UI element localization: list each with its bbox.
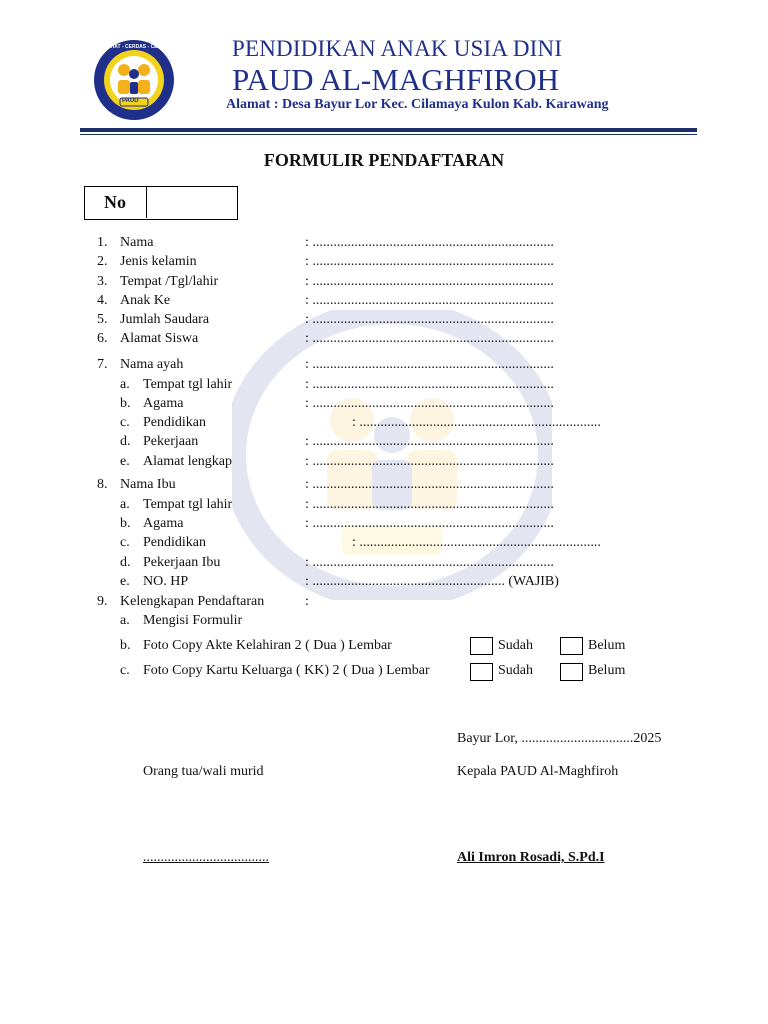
sub-letter: a. [120, 497, 130, 512]
field-dots[interactable]: : ..................................................................... [305, 331, 554, 346]
kk-sudah-checkbox[interactable] [470, 663, 493, 681]
kk-belum-label: Belum [588, 663, 626, 678]
field-num: 6. [97, 331, 108, 346]
akte-sudah-checkbox[interactable] [470, 637, 493, 655]
logo-label: PAUD [122, 98, 139, 104]
field-label-nama: Nama [120, 235, 154, 250]
field-label-kelengkapan: Kelengkapan Pendaftaran [120, 594, 265, 609]
header-address: Alamat : Desa Bayur Lor Kec. Cilamaya Kulon Kab. Karawang [226, 97, 609, 112]
paud-logo-icon [92, 38, 176, 122]
field-num: 2. [97, 254, 108, 269]
parent-signature-line[interactable]: .................................... [143, 850, 269, 865]
ayah-agama: Agama [143, 396, 184, 411]
field-dots[interactable]: : ..................................................................... [305, 497, 554, 512]
field-dots[interactable]: : ..................................................................... [352, 535, 601, 550]
header-divider-thick [80, 128, 697, 132]
field-dots[interactable]: : ..................................................................... [305, 235, 554, 250]
field-num: 1. [97, 235, 108, 250]
item-mengisi-formulir: Mengisi Formulir [143, 613, 243, 628]
kelengkapan-colon: : [305, 594, 309, 609]
header-divider-thin [80, 134, 697, 135]
place-date: Bayur Lor, ................................2025 [457, 731, 662, 746]
field-num: 3. [97, 274, 108, 289]
field-num: 8. [97, 477, 108, 492]
sub-letter: d. [120, 555, 131, 570]
field-dots[interactable]: : ..................................................................... [305, 555, 554, 570]
ibu-tempat-tgl-lahir: Tempat tgl lahir [143, 497, 233, 512]
field-dots[interactable]: : ..................................................................... [305, 396, 554, 411]
ayah-pekerjaan: Pekerjaan [143, 434, 199, 449]
ibu-agama: Agama [143, 516, 184, 531]
akte-belum-label: Belum [588, 638, 626, 653]
field-dots[interactable]: : ..................................................................... [305, 454, 554, 469]
sub-letter: b. [120, 516, 131, 531]
ayah-pendidikan: Pendidikan [143, 415, 206, 430]
field-label-nama-ibu: Nama Ibu [120, 477, 176, 492]
field-label-alamat-siswa: Alamat Siswa [120, 331, 199, 346]
sub-letter: a. [120, 613, 130, 628]
sub-letter: c. [120, 535, 130, 550]
ibu-pekerjaan: Pekerjaan Ibu [143, 555, 221, 570]
field-dots[interactable]: : ..................................................................... [305, 377, 554, 392]
sub-letter: a. [120, 377, 130, 392]
form-title: FORMULIR PENDAFTARAN [263, 150, 505, 170]
hp-dots[interactable]: : ....................................................... (WAJIB) [305, 574, 559, 589]
ibu-pendidikan: Pendidikan [143, 535, 206, 550]
logo-motto: SEHAT - CERDAS - CERIA [104, 44, 167, 50]
ayah-tempat-tgl-lahir: Tempat tgl lahir [143, 377, 233, 392]
field-dots[interactable]: : ..................................................................... [305, 274, 554, 289]
field-dots[interactable]: : ..................................................................... [305, 254, 554, 269]
field-dots[interactable]: : ..................................................................... [352, 415, 601, 430]
field-label-jumlah-saudara: Jumlah Saudara [120, 312, 210, 327]
sub-letter: c. [120, 663, 130, 678]
head-signature-title: Kepala PAUD Al-Maghfiroh [457, 764, 619, 779]
head-signature-name: Ali Imron Rosadi, S.Pd.I [457, 850, 605, 865]
field-num: 9. [97, 594, 108, 609]
header-school-name: PAUD AL-MAGHFIROH [232, 62, 559, 97]
sub-letter: e. [120, 454, 130, 469]
field-dots[interactable]: : ..................................................................... [305, 516, 554, 531]
field-label-anak-ke: Anak Ke [120, 293, 171, 308]
field-dots[interactable]: : ..................................................................... [305, 357, 554, 372]
kk-sudah-label: Sudah [498, 663, 533, 678]
field-num: 5. [97, 312, 108, 327]
field-dots[interactable]: : ..................................................................... [305, 477, 554, 492]
akte-belum-checkbox[interactable] [560, 637, 583, 655]
sub-letter: e. [120, 574, 130, 589]
field-dots[interactable]: : ..................................................................... [305, 434, 554, 449]
kk-belum-checkbox[interactable] [560, 663, 583, 681]
sub-letter: b. [120, 638, 131, 653]
ibu-no-hp: NO. HP [143, 574, 189, 589]
field-label-ttl: Tempat /Tgl/lahir [120, 274, 219, 289]
sub-letter: d. [120, 434, 131, 449]
field-label-jenis-kelamin: Jenis kelamin [120, 254, 197, 269]
sub-letter: c. [120, 415, 130, 430]
item-kartu-keluarga: Foto Copy Kartu Keluarga ( KK) 2 ( Dua ) Lembar [143, 663, 430, 678]
field-dots[interactable]: : ..................................................................... [305, 293, 554, 308]
sub-letter: b. [120, 396, 131, 411]
akte-sudah-label: Sudah [498, 638, 533, 653]
parent-signature-title: Orang tua/wali murid [143, 764, 264, 779]
number-label: No [84, 186, 147, 218]
field-label-nama-ayah: Nama ayah [120, 357, 184, 372]
field-num: 7. [97, 357, 108, 372]
field-num: 4. [97, 293, 108, 308]
header-school-type: PENDIDIKAN ANAK USIA DINI [232, 36, 563, 61]
item-akte-kelahiran: Foto Copy Akte Kelahiran 2 ( Dua ) Lembar [143, 638, 392, 653]
ayah-alamat-lengkap: Alamat lengkap [143, 454, 233, 469]
field-dots[interactable]: : ..................................................................... [305, 312, 554, 327]
